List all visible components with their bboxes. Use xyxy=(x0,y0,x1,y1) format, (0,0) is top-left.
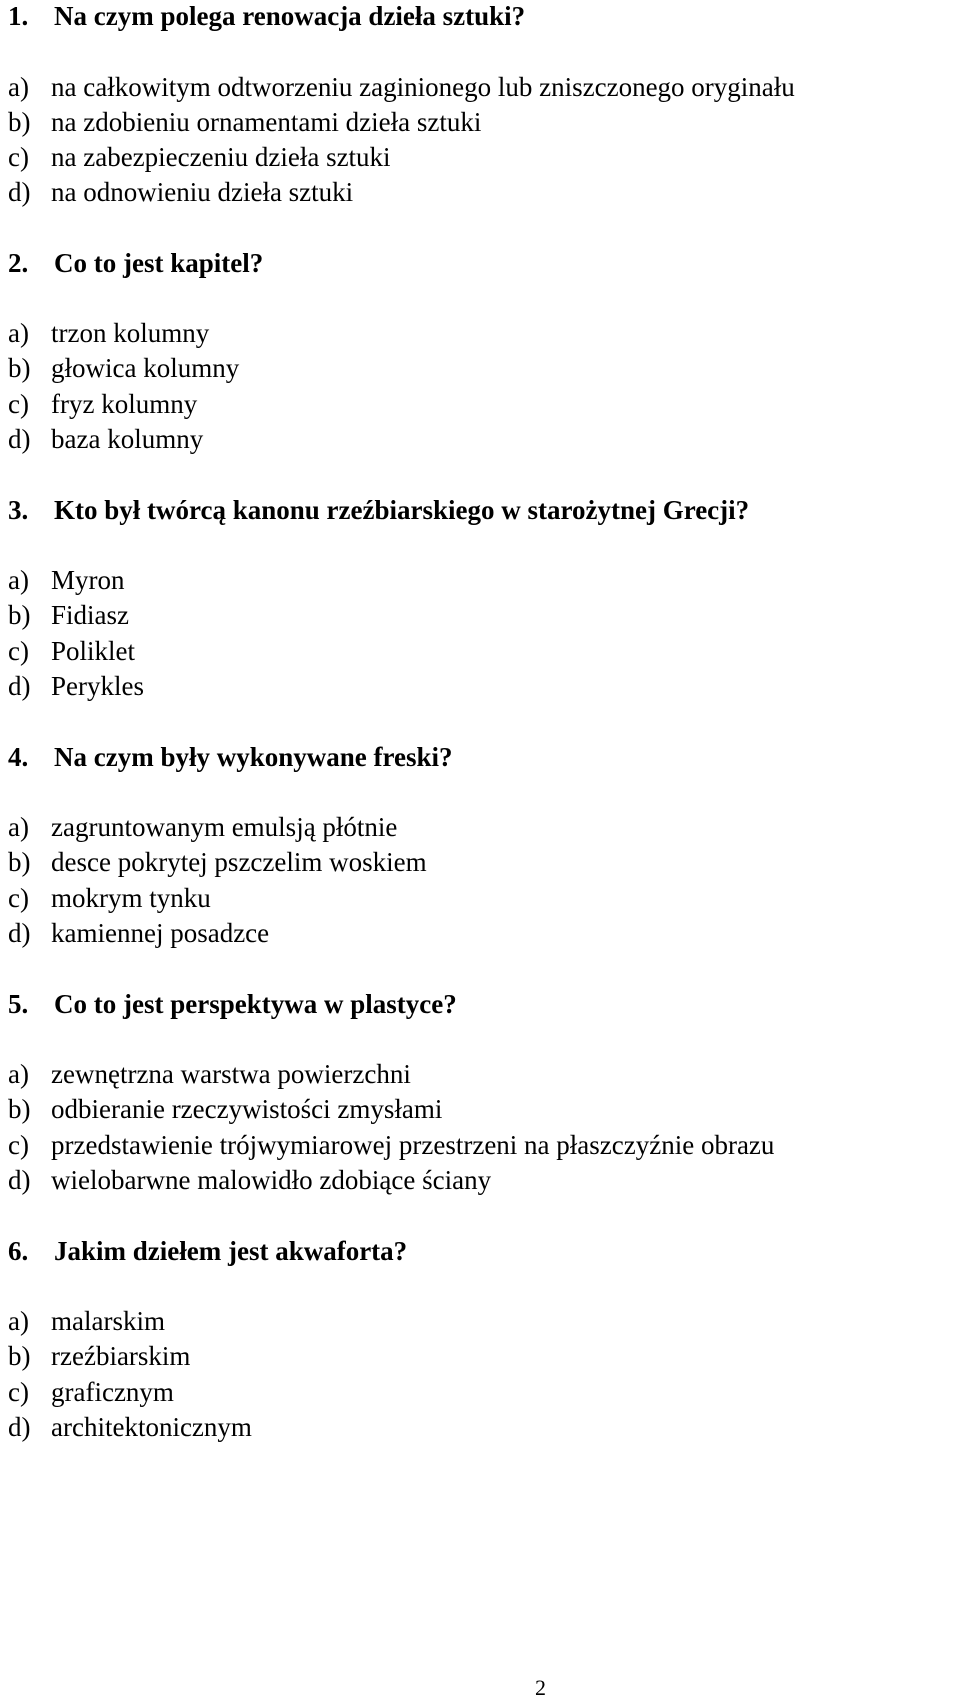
question-5 xyxy=(8,988,457,1020)
question-number: 2. xyxy=(8,248,29,278)
answer-text: desce pokrytej pszczelim woskiem xyxy=(51,847,427,877)
question-text: Co to jest perspektywa w plastyce? xyxy=(54,989,457,1019)
answer-text: mokrym tynku xyxy=(51,883,211,913)
question-text: Na czym były wykonywane freski? xyxy=(54,742,453,772)
answer-letter: b) xyxy=(8,1094,31,1124)
answer-letter: b) xyxy=(8,600,31,630)
question-text: Kto był twórcą kanonu rzeźbiarskiego w starożytnej Grecji? xyxy=(54,495,750,525)
answer-2d xyxy=(8,423,203,455)
answer-letter: c) xyxy=(8,636,29,666)
answer-text: graficznym xyxy=(51,1377,174,1407)
answer-text: Myron xyxy=(51,565,125,595)
answer-text: Poliklet xyxy=(51,636,136,666)
answer-letter: a) xyxy=(8,1059,29,1089)
answer-3a xyxy=(8,564,125,596)
answer-letter: d) xyxy=(8,1165,31,1195)
answer-5d xyxy=(8,1164,491,1196)
answer-text: odbieranie rzeczywistości zmysłami xyxy=(51,1094,443,1124)
answer-letter: a) xyxy=(8,812,29,842)
answer-text: wielobarwne malowidło zdobiące ściany xyxy=(51,1165,492,1195)
answer-letter: c) xyxy=(8,142,29,172)
answer-text: trzon kolumny xyxy=(51,318,210,348)
answer-text: na odnowieniu dzieła sztuki xyxy=(51,177,354,207)
answer-letter: a) xyxy=(8,565,29,595)
answer-5a xyxy=(8,1058,411,1090)
question-2 xyxy=(8,247,263,279)
answer-6d xyxy=(8,1411,252,1443)
answer-1d xyxy=(8,176,353,208)
answer-text: baza kolumny xyxy=(51,424,204,454)
answer-text: na zabezpieczeniu dzieła sztuki xyxy=(51,142,391,172)
answer-6c xyxy=(8,1376,174,1408)
answer-letter: a) xyxy=(8,1306,29,1336)
answer-text: zewnętrzna warstwa powierzchni xyxy=(51,1059,411,1089)
answer-letter: d) xyxy=(8,671,31,701)
answer-4a xyxy=(8,811,397,843)
answer-3b xyxy=(8,599,129,631)
question-text: Na czym polega renowacja dzieła sztuki? xyxy=(54,1,526,31)
answer-letter: d) xyxy=(8,1412,31,1442)
answer-5b xyxy=(8,1093,442,1125)
answer-text: Perykles xyxy=(51,671,144,701)
answer-1c xyxy=(8,141,391,173)
answer-text: przedstawienie trójwymiarowej przestrzeni na płaszczyźnie obrazu xyxy=(51,1130,775,1160)
answer-4d xyxy=(8,917,269,949)
answer-letter: b) xyxy=(8,107,31,137)
answer-1b xyxy=(8,106,481,138)
question-number: 1. xyxy=(8,1,29,31)
answer-letter: a) xyxy=(8,72,29,102)
answer-letter: d) xyxy=(8,177,31,207)
question-number: 4. xyxy=(8,742,29,772)
answer-4b xyxy=(8,846,427,878)
answer-letter: c) xyxy=(8,389,29,419)
answer-text: na zdobieniu ornamentami dzieła sztuki xyxy=(51,107,482,137)
answer-2b xyxy=(8,352,239,384)
answer-2a xyxy=(8,317,209,349)
question-3 xyxy=(8,494,749,526)
question-text: Jakim dziełem jest akwaforta? xyxy=(54,1236,408,1266)
answer-letter: b) xyxy=(8,1341,31,1371)
answer-text: kamiennej posadzce xyxy=(51,918,270,948)
answer-letter: c) xyxy=(8,1377,29,1407)
question-4 xyxy=(8,741,453,773)
answer-text: głowica kolumny xyxy=(51,353,240,383)
answer-letter: b) xyxy=(8,847,31,877)
answer-letter: d) xyxy=(8,918,31,948)
answer-text: zagruntowanym emulsją płótnie xyxy=(51,812,398,842)
page-number: 2 xyxy=(535,1675,546,1700)
answer-letter: c) xyxy=(8,1130,29,1160)
answer-3d xyxy=(8,670,144,702)
answer-6b xyxy=(8,1340,190,1372)
answer-6a xyxy=(8,1305,165,1337)
answer-text: architektonicznym xyxy=(51,1412,252,1442)
answer-text: malarskim xyxy=(51,1306,165,1336)
answer-text: Fidiasz xyxy=(51,600,129,630)
answer-letter: c) xyxy=(8,883,29,913)
question-6 xyxy=(8,1235,407,1267)
answer-1a xyxy=(8,71,795,103)
answer-text: fryz kolumny xyxy=(51,389,198,419)
answer-text: na całkowitym odtworzeniu zaginionego lub zniszczonego oryginału xyxy=(51,72,795,102)
answer-letter: b) xyxy=(8,353,31,383)
answer-2c xyxy=(8,388,197,420)
answer-text: rzeźbiarskim xyxy=(51,1341,191,1371)
answer-letter: d) xyxy=(8,424,31,454)
answer-5c xyxy=(8,1129,774,1161)
question-text: Co to jest kapitel? xyxy=(54,248,264,278)
answer-4c xyxy=(8,882,211,914)
answer-3c xyxy=(8,635,135,667)
question-number: 3. xyxy=(8,495,29,525)
question-number: 6. xyxy=(8,1236,29,1266)
answer-letter: a) xyxy=(8,318,29,348)
question-1 xyxy=(8,0,525,32)
question-number: 5. xyxy=(8,989,29,1019)
